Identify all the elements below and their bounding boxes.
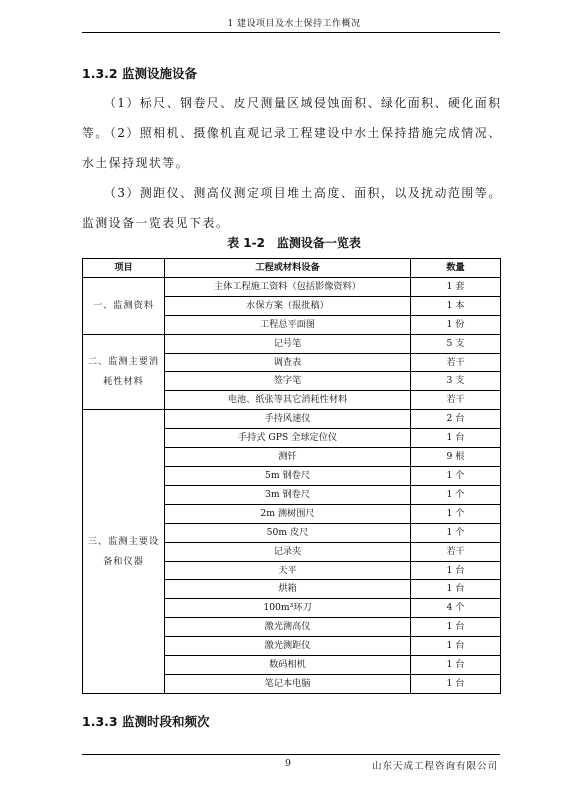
equipment-cell: 100m³环刀 bbox=[165, 599, 411, 618]
equipment-cell: 水保方案（报批稿） bbox=[165, 296, 411, 315]
running-header: 1 建设项目及水土保持工作概况 bbox=[227, 19, 361, 29]
quantity-cell: 2 台 bbox=[411, 410, 501, 429]
equipment-cell: 测钎 bbox=[165, 448, 411, 467]
equipment-cell: 数码相机 bbox=[165, 656, 411, 675]
quantity-cell: 1 个 bbox=[411, 504, 501, 523]
quantity-cell: 1 台 bbox=[411, 561, 501, 580]
table-row bbox=[83, 334, 501, 353]
category-cell: 二、监测主要消耗性材料 bbox=[83, 334, 165, 410]
quantity-cell: 9 根 bbox=[411, 448, 501, 467]
quantity-cell: 1 个 bbox=[411, 466, 501, 485]
quantity-cell: 1 本 bbox=[411, 296, 501, 315]
table-header-row bbox=[83, 259, 501, 278]
equipment-cell: 2m 测树围尺 bbox=[165, 504, 411, 523]
header-rule bbox=[82, 32, 500, 33]
col-header-item: 项目 bbox=[83, 259, 165, 278]
equipment-cell: 烘箱 bbox=[165, 580, 411, 599]
table-row bbox=[83, 410, 501, 429]
quantity-cell: 1 台 bbox=[411, 429, 501, 448]
quantity-cell: 1 份 bbox=[411, 315, 501, 334]
equipment-cell: 50m 皮尺 bbox=[165, 523, 411, 542]
equipment-cell: 工程总平面图 bbox=[165, 315, 411, 334]
quantity-cell: 若干 bbox=[411, 391, 501, 410]
table-caption: 表 1-2 监测设备一览表 bbox=[227, 236, 361, 250]
equipment-cell: 3m 钢卷尺 bbox=[165, 485, 411, 504]
quantity-cell: 1 个 bbox=[411, 485, 501, 504]
category-cell: 一、监测资料 bbox=[83, 277, 165, 334]
equipment-cell: 手持式 GPS 全球定位仪 bbox=[165, 429, 411, 448]
company-name: 山东天成工程咨询有限公司 bbox=[372, 761, 499, 772]
equipment-cell: 记录夹 bbox=[165, 542, 411, 561]
equipment-cell: 签字笔 bbox=[165, 372, 411, 391]
paragraph-2-text: （2）照相机、摄像机直观记录工程建设中水土保持措施完成情况、水土保持现状等。 bbox=[82, 126, 502, 170]
quantity-cell: 1 台 bbox=[411, 618, 501, 637]
equipment-cell: 手持风速仪 bbox=[165, 410, 411, 429]
equipment-cell: 主体工程施工资料（包括影像资料） bbox=[165, 277, 411, 296]
paragraph-1-text: （1）标尺、钢卷尺、皮尺测量区域侵蚀面积、绿化面积、硬化面积等。 bbox=[82, 96, 502, 140]
equipment-table bbox=[82, 258, 501, 694]
quantity-cell: 4 个 bbox=[411, 599, 501, 618]
quantity-cell: 1 台 bbox=[411, 637, 501, 656]
quantity-cell: 若干 bbox=[411, 542, 501, 561]
quantity-cell: 1 台 bbox=[411, 656, 501, 675]
quantity-cell: 1 台 bbox=[411, 580, 501, 599]
equipment-cell: 记号笔 bbox=[165, 334, 411, 353]
quantity-cell: 1 套 bbox=[411, 277, 501, 296]
paragraph-3-text: （3）测距仪、测高仪测定项目堆土高度、面积，以及扰动范围等。监测设备一览表见下表。 bbox=[82, 186, 502, 230]
section-heading-1-3-3: 1.3.3 监测时段和频次 bbox=[82, 714, 210, 729]
equipment-cell: 调查表 bbox=[165, 353, 411, 372]
paragraph-3 bbox=[82, 178, 502, 238]
category-cell: 三、监测主要设备和仪器 bbox=[83, 410, 165, 694]
footer-rule bbox=[82, 754, 500, 755]
quantity-cell: 3 支 bbox=[411, 372, 501, 391]
equipment-cell: 5m 钢卷尺 bbox=[165, 466, 411, 485]
page-number: 9 bbox=[285, 758, 292, 769]
equipment-cell: 电池、纸张等其它消耗性材料 bbox=[165, 391, 411, 410]
col-header-equipment: 工程或材料设备 bbox=[165, 259, 411, 278]
equipment-cell: 激光测距仪 bbox=[165, 637, 411, 656]
equipment-cell: 天平 bbox=[165, 561, 411, 580]
quantity-cell: 若干 bbox=[411, 353, 501, 372]
paragraph-2 bbox=[82, 118, 502, 178]
quantity-cell: 1 台 bbox=[411, 674, 501, 693]
equipment-cell: 笔记本电脑 bbox=[165, 674, 411, 693]
section-heading-1-3-2: 1.3.2 监测设施设备 bbox=[82, 66, 197, 81]
table-row bbox=[83, 277, 501, 296]
quantity-cell: 5 支 bbox=[411, 334, 501, 353]
equipment-cell: 激光测高仪 bbox=[165, 618, 411, 637]
quantity-cell: 1 个 bbox=[411, 523, 501, 542]
col-header-quantity: 数量 bbox=[411, 259, 501, 278]
